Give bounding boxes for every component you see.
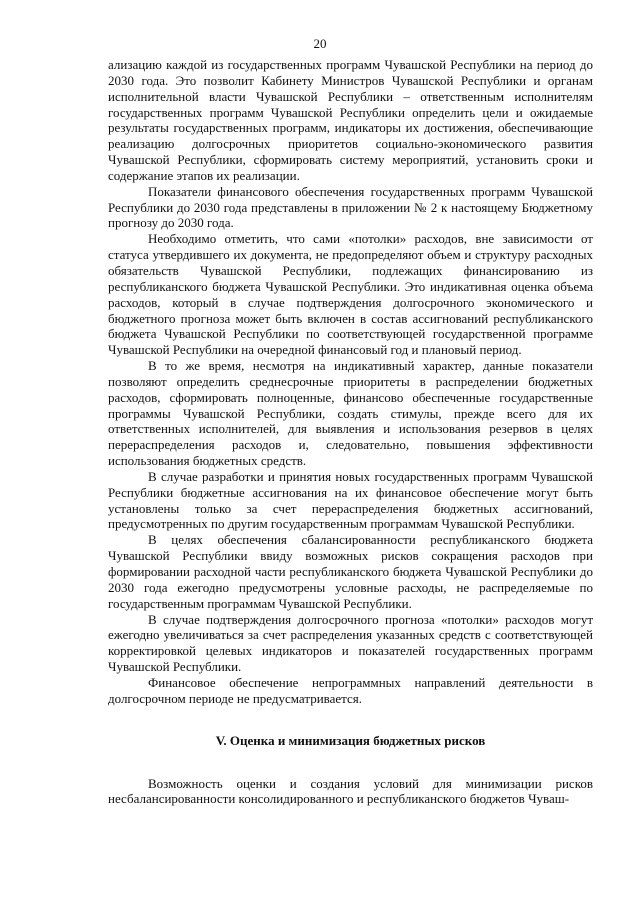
paragraph-forecast-confirmation: В случае подтверждения долгосрочного прогноза «потолки» расходов могут ежегодно увеличиваться за счет распределения указанных средств с соответствующей корректировкой целевых индикаторов и показателей государственных программ Чувашской Республики. [108, 611, 593, 675]
paragraph-balance: В целях обеспечения сбалансированности республиканского бюджета Чувашской Республики ввиду возможных рисков сокращения расходов при формировании расходной части республиканского бюджета Чувашской Республики до 2030 года ежегодно предусмотрены условные расходы, не распределяемые по государственным программам Чувашской Республики. [108, 532, 593, 611]
paragraph-risk-assessment: Возможность оценки и создания условий для минимизации рисков несбалансированности консолидированного и республиканского бюджетов Чуваш- [108, 775, 593, 807]
paragraph-expense-ceilings: Необходимо отметить, что сами «потолки» расходов, вне зависимости от статуса утвердившего их документа, не предопределяют объем и структуру расходных обязательств Чувашской Республики, подлежащих финансированию из республиканского бюджета Чувашской Республики. Это индикативная оценка объема расходов, который в случае подтверждения долгосрочного экономического и бюджетного прогноза может быть включен в состав ассигнований республиканского бюджета Чувашской Республики по соответствующей государственной программе Чувашской Республики на очередной финансовый год и плановый период. [108, 231, 593, 358]
paragraph-financial-indicators: Показатели финансового обеспечения государственных программ Чувашской Республики до 2030 года представлены в приложении № 2 к настоящему Бюджетному прогнозу до 2030 года. [108, 183, 593, 231]
page-number: 20 [313, 36, 327, 51]
section-heading: V. Оценка и минимизация бюджетных рисков [215, 732, 486, 748]
paragraph-nonprogram-funding: Финансовое обеспечение непрограммных направлений деятельности в долгосрочном периоде не предусматривается. [108, 674, 593, 706]
paragraph-continuation: ализацию каждой из государственных программ Чувашской Республики на период до 2030 года. Это позволит Кабинету Министров Чувашской Республики и органам исполнительной власти Чувашской Республики – ответственным исполнителям государственных программ Чувашской Республики определить цели и ожидаемые результаты государственных программ, индикаторы их достижения, обеспечивающие реализацию долгосрочных приоритетов социально-экономического развития Чувашской Республики, сформировать систему мероприятий, установить сроки и содержание этапов их реализации. [108, 57, 593, 183]
document-body [108, 57, 593, 807]
paragraph-indicative-character: В то же время, несмотря на индикативный характер, данные показатели позволяют определить среднесрочные приоритеты в распределении бюджетных расходов, сформировать полноценные, финансово обеспеченные государственные программы Чувашской Республики, создать стимулы, прежде всего для их ответственных исполнителей, для выявления и использования резервов в целях перераспределения расходов и, следовательно, повышения эффективности использования бюджетных средств. [108, 358, 593, 469]
paragraph-new-programs: В случае разработки и принятия новых государственных программ Чувашской Республики бюджетные ассигнования на их финансовое обеспечение могут быть установлены только за счет перераспределения бюджетных ассигнований, предусмотренных по другим государственным программам Чувашской Республики. [108, 468, 593, 532]
